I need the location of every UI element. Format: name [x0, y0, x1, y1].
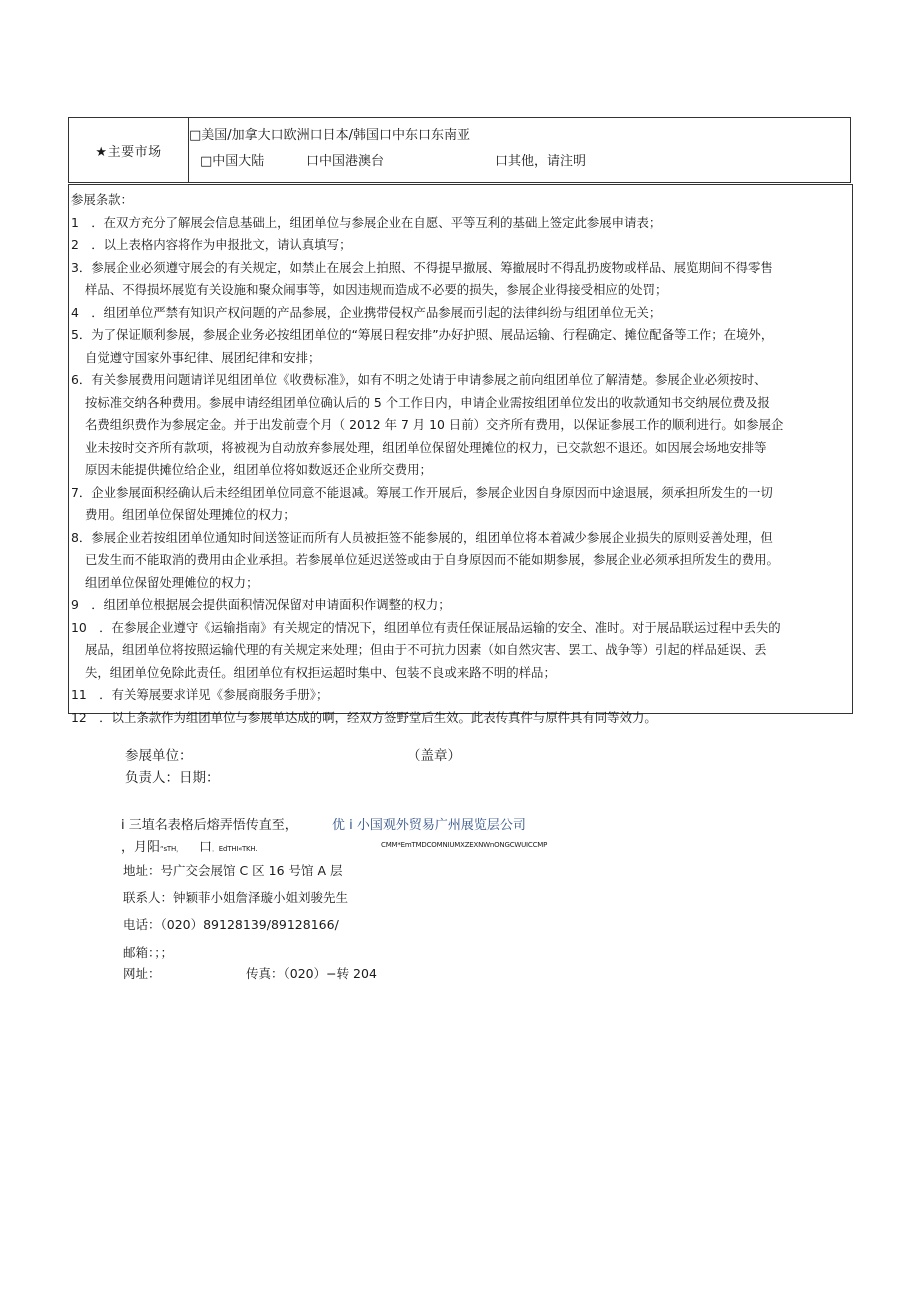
month-line-a: ，月阳 [121, 840, 161, 855]
term-line: 3．参展企业必须遵守展会的有关规定，如禁止在展会上拍照、不得提早撤展、筹撤展时不得乱扔废物或样品、展览期间不得零售 [71, 259, 773, 275]
seal-label: （盖章） [407, 748, 461, 764]
scrambled-code: CMM*EmTMDCOMNIUMXZEXNWnONGCWUICCMP [381, 841, 548, 849]
term-line: 原因未能提供摊位给企业，组团单位将如数返还企业所交费用； [85, 462, 432, 477]
month-line-b: “sTH， [160, 845, 183, 853]
market-option-row1[interactable]: □美国/加拿大口欧洲口日本/韩国口中东口东南亚 [189, 128, 471, 143]
market-option-mainland[interactable]: □中国大陆 [200, 154, 265, 169]
term-line: 费用。组团单位保留处理摊位的权力； [85, 507, 296, 522]
term-line: 展品，组团单位将按照运输代理的有关规定来处理；但由于不可抗力因素（如自然灾害、罢工、战争等）引起的样品延误、丢 [85, 642, 767, 657]
term-line: 样品、不得损坏展览有关设施和聚众闹事等，如因违规而造成不必要的损失，参展企业得接受相应的处罚； [85, 282, 668, 297]
market-option-other[interactable]: 口其他，请注明 [495, 154, 587, 169]
market-option-hk-macau-taiwan[interactable]: 口中国港澳台 [306, 154, 385, 169]
person-date-label: 负责人：日期： [125, 770, 220, 786]
term-line: 6．有关参展费用问题请详见组团单位《收费标准》，如有不明之处请于申请参展之前向组团单位了解清楚。参展企业必须按时、 [71, 372, 767, 387]
market-label: ★主要市场 [69, 118, 189, 182]
website: 网址： [123, 966, 161, 981]
terms-section [68, 184, 853, 725]
terms-heading: 参展条款： [71, 192, 133, 207]
organizer-company: 优 i 小国观外贸易广州展览层公司 [332, 818, 526, 833]
term-line: 1 ．在双方充分了解展会信息基础上，组团单位与参展企业在自愿、平等互利的基础上签定此参展申请表； [71, 214, 662, 230]
term-line: 10 ．在参展企业遵守《运输指南》有关规定的情况下，组团单位有责任保证展品运输的安全、准时。对于展品联运过程中丢失的 [71, 619, 781, 635]
month-line [121, 836, 257, 855]
month-line-d: ．EdTHI«TKH. [212, 845, 258, 853]
phone: 电话：（020）89128139/89128166/ [123, 917, 339, 932]
term-line: 4 ．组团单位严禁有知识产权问题的产品参展，企业携带侵权产品参展而引起的法律纠纷与组团单位无关； [71, 304, 662, 320]
term-line: 名费组织费作为参展定金。并于出发前壹个月（ 2012 年 7 月 10 日前）交齐所有费用，以保证参展工作的顺利进行。如参展企 [85, 417, 784, 432]
term-line: 8．参展企业若按组团单位通知时间送签证而所有人员被拒签不能参展的，组团单位将本着减少参展企业损失的原则妥善处理，但 [71, 529, 773, 545]
term-line: 业未按时交齐所有款项，将被视为自动放弃参展处理，组团单位保留处理摊位的权力，已交款恕不退还。如因展会场地安排等 [85, 439, 767, 455]
term-line: 5．为了保证顺利参展，参展企业务必按组团单位的“筹展日程安排”办好护照、展品运输、行程确定、摊位配备等工作；在境外， [71, 327, 774, 342]
footer-note: i 三埴名表格后熔弄悟传直至， [121, 818, 298, 833]
fax: 传真：（020）−转 204 [246, 966, 377, 981]
term-line: 12 ．以上条款作为组团单位与参展单达成的啊，经双方签野堂后生效。此表传真件与原件具有同等效力。 [71, 709, 657, 725]
term-line: 2 ．以上表格内容将作为申报批文，请认真填写； [71, 237, 352, 252]
market-options [189, 118, 850, 182]
address: 地址：号广交会展馆 C 区 16 号馆 A 层 [123, 863, 343, 878]
term-line: 按标准交纳各种费用。参展申请经组团单位确认后的 5 个工作日内，申请企业需按组团单位发出的收款通知书交纳展位费及报 [85, 394, 770, 410]
participant-unit-label: 参展单位： [125, 748, 193, 764]
term-line: 自觉遵守国家外事纪律、展团纪律和安排； [85, 349, 321, 365]
term-line: 失，组团单位免除此责任。组团单位有权拒运超时集中、包装不良或来路不明的样品； [85, 664, 556, 680]
term-line: 组团单位保留处理傩位的权力； [85, 574, 259, 590]
email: 邮箱：；； [123, 945, 174, 960]
contacts: 联系人：钟颖菲小姐詹泽璇小姐刘骏先生 [123, 890, 349, 905]
month-line-c: 口 [198, 840, 212, 855]
term-line: 7．企业参展面积经确认后未经组团单位同意不能退减。筹展工作开展后，参展企业因自身原因而中途退展，须承担所发生的一切 [71, 484, 773, 500]
term-line: 已发生而不能取消的费用由企业承担。若参展单位延迟送签或由于自身原因而不能如期参展，参展企业必须承担所发生的费用。 [85, 552, 779, 567]
term-line: 9 ．组团单位根据展会提供面积情况保留对申请面积作调整的权力； [71, 597, 451, 612]
term-line: 11 ．有关筹展要求详见《参展商服务手册》； [71, 687, 329, 702]
market-table [68, 117, 851, 183]
